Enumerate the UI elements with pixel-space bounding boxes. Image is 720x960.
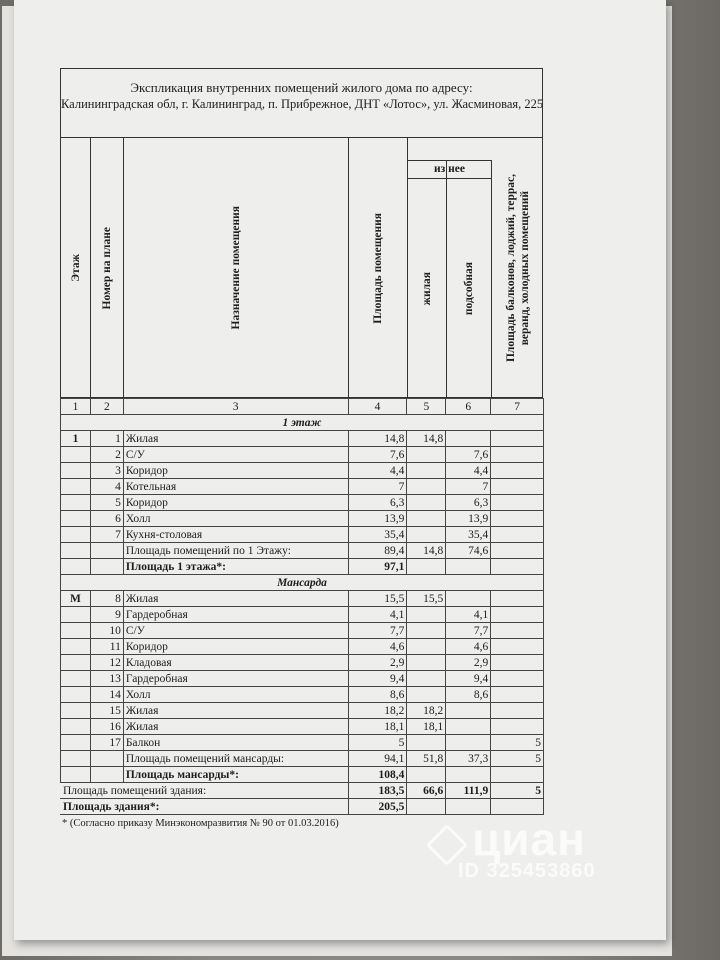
living-cell — [407, 623, 446, 639]
aux-cell: 4,4 — [446, 463, 491, 479]
room-name-cell: Коридор — [123, 639, 348, 655]
plan-number-cell: 15 — [90, 703, 123, 719]
living-cell — [407, 687, 446, 703]
plan-number-cell: 17 — [90, 735, 123, 751]
room-name-cell: Коридор — [123, 463, 348, 479]
floor-cell — [61, 511, 91, 527]
header-area: Площадь помещения — [372, 212, 384, 324]
balcony-cell — [491, 591, 544, 607]
subtotal-row-floor1 — [61, 543, 544, 559]
table-row — [61, 463, 544, 479]
table-row — [61, 655, 544, 671]
aux-cell — [446, 735, 491, 751]
title-line-1: Экспликация внутренних помещений жилого дома по адресу: — [130, 80, 473, 95]
floor-cell — [61, 623, 91, 639]
aux-cell — [446, 719, 491, 735]
subtotal-aux: 74,6 — [446, 543, 491, 559]
header-living: жилая — [421, 271, 433, 306]
living-cell — [407, 479, 446, 495]
living-cell — [407, 495, 446, 511]
subtotal-balc: 5 — [491, 751, 544, 767]
area-cell: 4,1 — [348, 607, 407, 623]
subtotal-aux: 37,3 — [446, 751, 491, 767]
balcony-cell — [491, 511, 544, 527]
plan-number-cell: 9 — [90, 607, 123, 623]
table-row — [61, 479, 544, 495]
table-row — [61, 495, 544, 511]
aux-cell: 4,6 — [446, 639, 491, 655]
balcony-cell — [491, 431, 544, 447]
area-cell: 8,6 — [348, 687, 407, 703]
area-cell: 15,5 — [348, 591, 407, 607]
balcony-cell: 5 — [491, 735, 544, 751]
col-number: 7 — [491, 399, 544, 415]
floor-cell — [61, 639, 91, 655]
subtotal-living: 14,8 — [407, 543, 446, 559]
floor-cell — [61, 703, 91, 719]
total-row-attic — [61, 767, 544, 783]
header-balconies: Площадь балконов, лоджий, террас, — [505, 173, 517, 362]
total-area: 108,4 — [348, 767, 407, 783]
room-name-cell: Жилая — [123, 591, 348, 607]
building-total-label: Площадь здания*: — [61, 799, 349, 815]
aux-cell: 6,3 — [446, 495, 491, 511]
aux-cell: 8,6 — [446, 687, 491, 703]
floor-cell — [61, 719, 91, 735]
plan-number-cell: 13 — [90, 671, 123, 687]
subtotal-row-attic — [61, 751, 544, 767]
building-rooms-row — [61, 783, 544, 799]
col-number: 6 — [446, 399, 491, 415]
living-cell — [407, 639, 446, 655]
floor-cell — [61, 607, 91, 623]
watermark — [432, 812, 596, 883]
plan-number-cell: 2 — [90, 447, 123, 463]
building-total-area: 205,5 — [348, 799, 407, 815]
floor-cell: М — [61, 591, 91, 607]
col-number: 3 — [123, 399, 348, 415]
area-cell: 7 — [348, 479, 407, 495]
living-cell: 18,2 — [407, 703, 446, 719]
plan-number-cell: 8 — [90, 591, 123, 607]
col-number: 5 — [407, 399, 446, 415]
document-title — [60, 68, 543, 138]
living-cell — [407, 735, 446, 751]
area-cell: 13,9 — [348, 511, 407, 527]
floor-cell — [61, 687, 91, 703]
table-row — [61, 511, 544, 527]
total-label: Площадь мансарды*: — [123, 767, 348, 783]
table-row — [61, 607, 544, 623]
plan-number-cell: 6 — [90, 511, 123, 527]
table-row — [61, 527, 544, 543]
section-row-floor1 — [61, 415, 544, 431]
col-number: 1 — [61, 399, 91, 415]
table-header — [60, 138, 543, 398]
balcony-cell — [491, 479, 544, 495]
area-cell: 4,4 — [348, 463, 407, 479]
aux-cell — [446, 431, 491, 447]
balcony-cell — [491, 687, 544, 703]
room-name-cell: Коридор — [123, 495, 348, 511]
area-cell: 6,3 — [348, 495, 407, 511]
area-cell: 18,1 — [348, 719, 407, 735]
aux-cell — [446, 591, 491, 607]
table-row — [61, 591, 544, 607]
subtotal-balc — [491, 543, 544, 559]
table-row — [61, 623, 544, 639]
room-name-cell: Балкон — [123, 735, 348, 751]
plan-number-cell: 7 — [90, 527, 123, 543]
room-name-cell: Холл — [123, 511, 348, 527]
aux-cell: 9,4 — [446, 671, 491, 687]
balcony-cell — [491, 671, 544, 687]
room-name-cell: Гардеробная — [123, 607, 348, 623]
header-floor: Этаж — [69, 254, 82, 282]
living-cell: 18,1 — [407, 719, 446, 735]
table-row — [61, 671, 544, 687]
floor-cell — [61, 463, 91, 479]
living-cell: 15,5 — [407, 591, 446, 607]
aux-cell: 4,1 — [446, 607, 491, 623]
watermark-id: ID 325453860 — [458, 860, 596, 882]
plan-number-cell: 3 — [90, 463, 123, 479]
area-cell: 35,4 — [348, 527, 407, 543]
subtotal-label: Площадь помещений по 1 Этажу: — [123, 543, 348, 559]
room-name-cell: Кладовая — [123, 655, 348, 671]
room-name-cell: Жилая — [123, 431, 348, 447]
plan-number-cell: 16 — [90, 719, 123, 735]
building-rooms-balc: 5 — [491, 783, 544, 799]
building-rooms-living: 66,6 — [407, 783, 446, 799]
balcony-cell — [491, 639, 544, 655]
floor-cell — [61, 447, 91, 463]
aux-cell: 7,7 — [446, 623, 491, 639]
room-name-cell: Кухня-столовая — [123, 527, 348, 543]
column-numbers-row — [61, 399, 544, 415]
plan-number-cell: 5 — [90, 495, 123, 511]
plan-number-cell: 14 — [90, 687, 123, 703]
room-name-cell: Котельная — [123, 479, 348, 495]
living-cell — [407, 511, 446, 527]
floor-cell — [61, 495, 91, 511]
balcony-cell — [491, 623, 544, 639]
area-cell: 18,2 — [348, 703, 407, 719]
header-plan-number: Номер на плане — [101, 226, 113, 310]
balcony-cell — [491, 719, 544, 735]
area-cell: 9,4 — [348, 671, 407, 687]
balcony-cell — [491, 463, 544, 479]
table-row — [61, 687, 544, 703]
plan-number-cell: 1 — [90, 431, 123, 447]
section-row-attic — [61, 575, 544, 591]
aux-cell: 7,6 — [446, 447, 491, 463]
subtotal-area: 89,4 — [348, 543, 407, 559]
balcony-cell — [491, 495, 544, 511]
area-cell: 7,6 — [348, 447, 407, 463]
subtotal-area: 94,1 — [348, 751, 407, 767]
section-title-floor1: 1 этаж — [61, 415, 544, 431]
aux-cell: 2,9 — [446, 655, 491, 671]
balcony-cell — [491, 703, 544, 719]
room-name-cell: С/У — [123, 623, 348, 639]
plan-number-cell: 12 — [90, 655, 123, 671]
building-rooms-label: Площадь помещений здания: — [61, 783, 349, 799]
explication-table — [60, 398, 544, 815]
room-name-cell: С/У — [123, 447, 348, 463]
floor-cell — [61, 655, 91, 671]
area-cell: 5 — [348, 735, 407, 751]
room-name-cell: Жилая — [123, 703, 348, 719]
room-name-cell: Холл — [123, 687, 348, 703]
area-cell: 14,8 — [348, 431, 407, 447]
table-row — [61, 735, 544, 751]
balcony-cell — [491, 607, 544, 623]
building-rooms-area: 183,5 — [348, 783, 407, 799]
aux-cell: 7 — [446, 479, 491, 495]
table-row — [61, 639, 544, 655]
room-name-cell: Гардеробная — [123, 671, 348, 687]
floor-cell — [61, 735, 91, 751]
total-row-floor1 — [61, 559, 544, 575]
area-cell: 2,9 — [348, 655, 407, 671]
building-rooms-aux: 111,9 — [446, 783, 491, 799]
table-row — [61, 431, 544, 447]
footnote: * (Согласно приказу Минэкономразвития № 90 от 01.03.2016) — [62, 818, 339, 829]
living-cell — [407, 463, 446, 479]
balcony-cell — [491, 655, 544, 671]
area-cell: 7,7 — [348, 623, 407, 639]
balcony-cell — [491, 447, 544, 463]
watermark-logo: циан — [472, 813, 586, 865]
room-name-cell: Жилая — [123, 719, 348, 735]
header-purpose: Назначение помещения — [230, 206, 242, 330]
header-balconies-2: веранд, холодных помещений — [519, 190, 531, 346]
floor-cell: 1 — [61, 431, 91, 447]
aux-cell: 13,9 — [446, 511, 491, 527]
living-cell — [407, 447, 446, 463]
living-cell — [407, 655, 446, 671]
header-auxiliary: подсобная — [463, 261, 475, 316]
plan-number-cell: 10 — [90, 623, 123, 639]
col-number: 4 — [348, 399, 407, 415]
section-title-attic: Мансарда — [61, 575, 544, 591]
floor-cell — [61, 671, 91, 687]
floor-cell — [61, 479, 91, 495]
table-row — [61, 447, 544, 463]
total-label: Площадь 1 этажа*: — [123, 559, 348, 575]
living-cell — [407, 671, 446, 687]
living-cell — [407, 607, 446, 623]
balcony-cell — [491, 527, 544, 543]
aux-cell: 35,4 — [446, 527, 491, 543]
subtotal-living: 51,8 — [407, 751, 446, 767]
floor-cell — [61, 527, 91, 543]
plan-number-cell: 4 — [90, 479, 123, 495]
header-of-which: из нее — [434, 163, 465, 175]
total-area: 97,1 — [348, 559, 407, 575]
table-row — [61, 703, 544, 719]
living-cell: 14,8 — [407, 431, 446, 447]
col-number: 2 — [90, 399, 123, 415]
aux-cell — [446, 703, 491, 719]
living-cell — [407, 527, 446, 543]
area-cell: 4,6 — [348, 639, 407, 655]
plan-number-cell: 11 — [90, 639, 123, 655]
subtotal-label: Площадь помещений мансарды: — [123, 751, 348, 767]
title-line-2: Калининградская обл, г. Калининград, п. Прибрежное, ДНТ «Лотос», ул. Жасминовая, 225 — [61, 97, 544, 111]
table-row — [61, 719, 544, 735]
